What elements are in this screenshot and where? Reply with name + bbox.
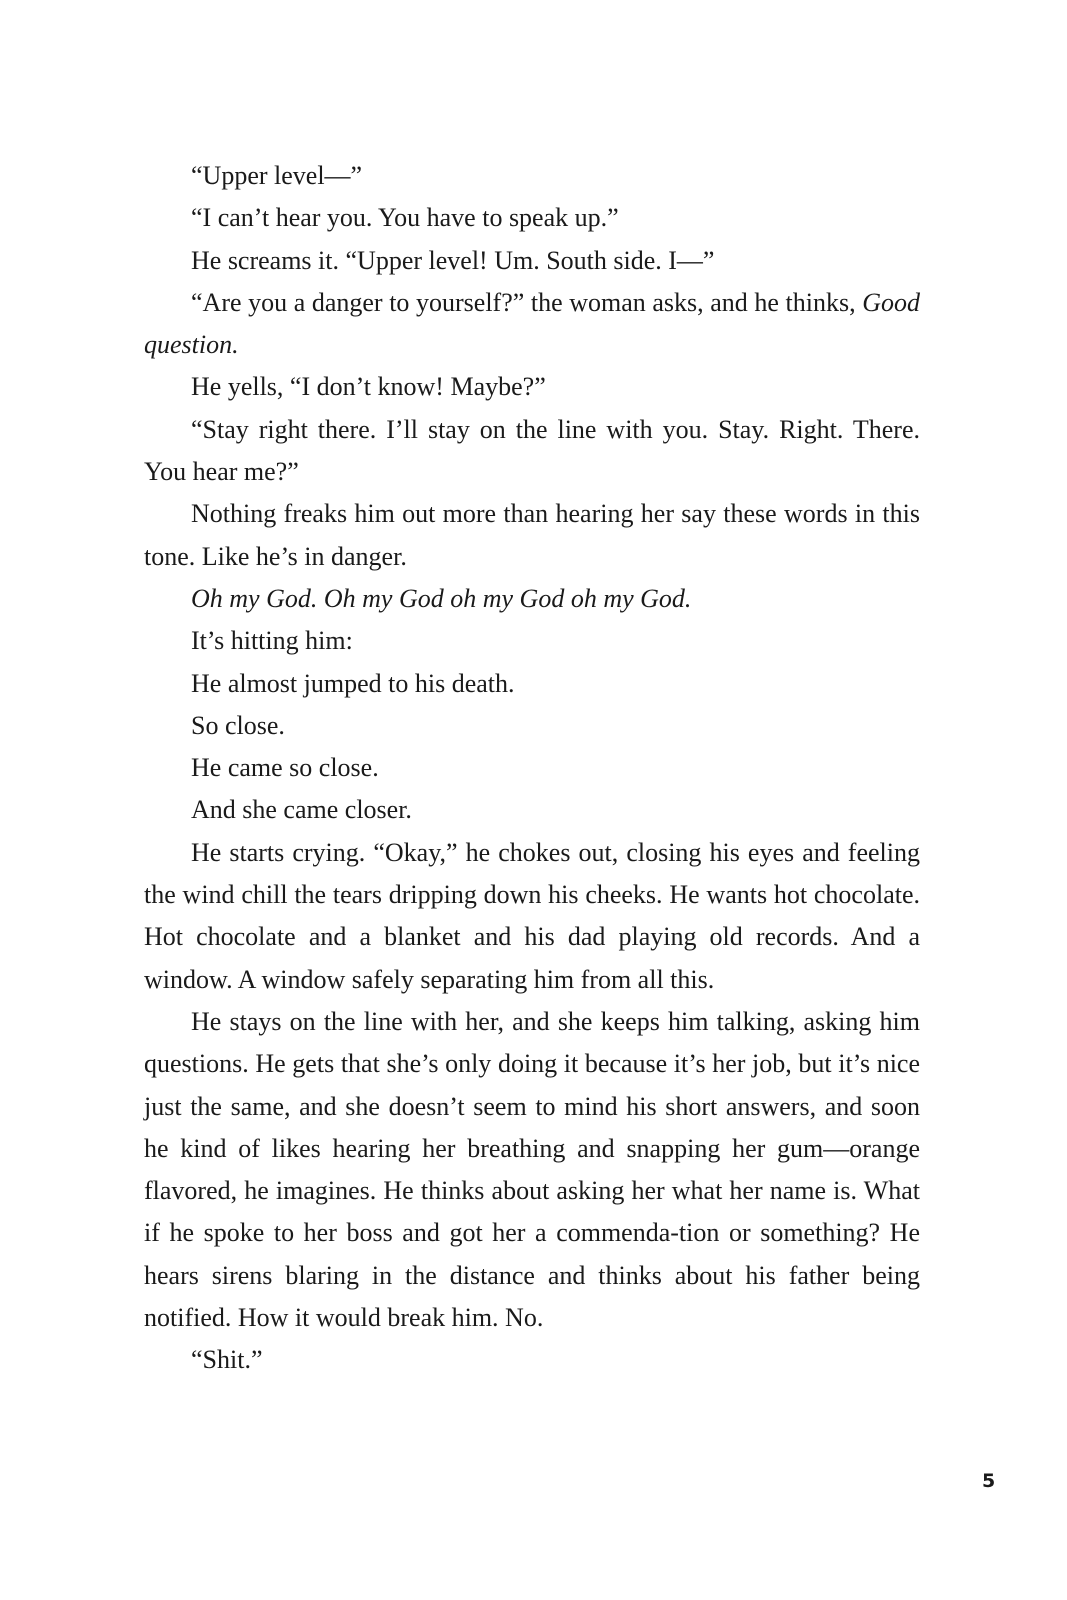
paragraph: He came so close. — [191, 753, 379, 783]
paragraph: So close. — [191, 710, 285, 740]
paragraph: And she came closer. — [191, 795, 412, 825]
page-number: 5 — [982, 1470, 996, 1492]
paragraph: He starts crying. “Okay,” he chokes out, closing his eyes and feeling the wind chill the tears dripping down his cheeks. He wants hot chocolate. Hot chocolate and a blanket and his dad playing old records. And a window. A window safely separating him from all this. — [144, 837, 920, 994]
paragraph: “I can’t hear you. You have to speak up.” — [191, 203, 619, 233]
body-text — [144, 155, 920, 1382]
paragraph: “Shit.” — [191, 1345, 263, 1375]
paragraph: “Upper level—” — [191, 161, 363, 190]
paragraph: Nothing freaks him out more than hearing her say these words in this tone. Like he’s in danger. — [144, 499, 920, 571]
paragraph: He stays on the line with her, and she keeps him talking, asking him questions. He gets that she’s only doing it because it’s her job, but it’s nice just the same, and she doesn’t seem to mind his short answers, and soon he kind of likes hearing her breathing and snapping her gum—orange flavored, he imagines. He thinks about asking her what her name is. What if he spoke to her boss and got her a commenda-tion or something? He hears sirens blaring in the distance and thinks about his father being notified. How it would break him. No. — [144, 1006, 920, 1333]
italic-thought: Oh my God. Oh my God oh my God oh my God. — [191, 583, 692, 613]
paragraph: “Stay right there. I’ll stay on the line with you. Stay. Right. There. You hear me?” — [144, 414, 920, 487]
paragraph: He screams it. “Upper level! Um. South side. I—” — [191, 245, 715, 275]
paragraph: He almost jumped to his death. — [191, 668, 515, 698]
italic-thought: Good question. — [144, 287, 920, 360]
paragraph: He yells, “I don’t know! Maybe?” — [191, 372, 546, 402]
paragraph — [144, 282, 920, 367]
paragraph-text: “Are you a danger to yourself?” the woman asks, and he thinks, — [191, 287, 863, 317]
paragraph: It’s hitting him: — [191, 626, 353, 656]
